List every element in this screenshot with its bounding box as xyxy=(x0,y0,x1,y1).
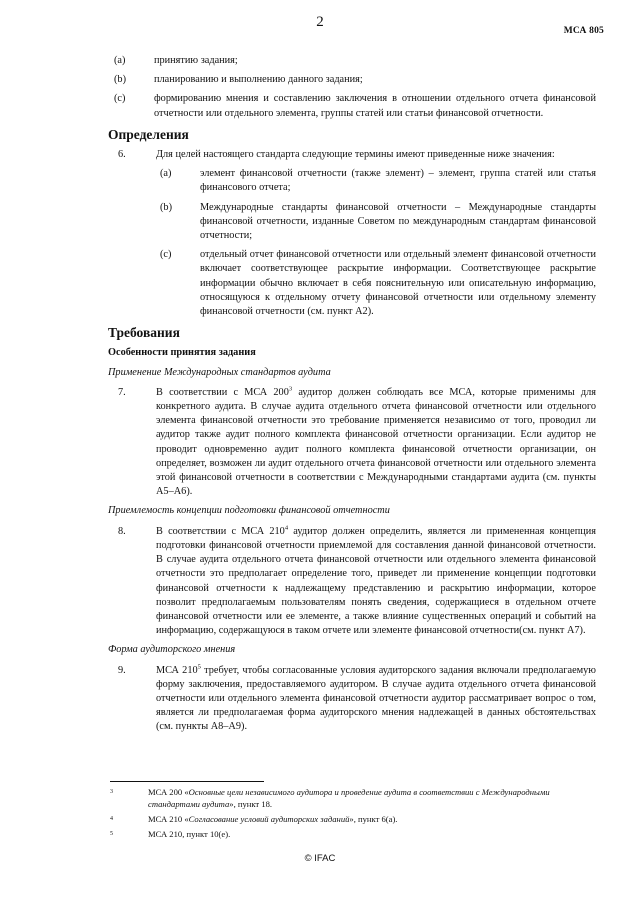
footnote-pre: МСА 210, пункт 10(e). xyxy=(148,829,231,839)
item-text: Международные стандарты финансовой отчетности – Международные стандарты финансовой отчетности, изданные Советом по международным стандартам финансовой отчетности; xyxy=(200,201,596,242)
footnote-post: », пункт 18. xyxy=(229,799,273,809)
section-title-isa: Применение Международных стандартов аудита xyxy=(108,366,331,378)
text-before-footnote: В соответствии с МСА 210 xyxy=(156,525,285,537)
footnotes xyxy=(110,786,596,843)
footnote-title: Основные цели независимого аудитора и проведение аудита в соответствии с Международными стандартами аудита xyxy=(148,787,550,809)
page-number: 2 xyxy=(316,14,324,30)
footnote-divider xyxy=(110,781,264,782)
paragraph-6 xyxy=(110,148,596,162)
definition-item-c xyxy=(156,248,596,319)
paragraph-9 xyxy=(110,664,596,735)
definitions-list xyxy=(156,167,596,319)
footnote-post: », пункт 6(a). xyxy=(349,814,398,824)
footnote-ref: 3 xyxy=(288,385,293,393)
text-before-footnote: В соответствии с МСА 200 xyxy=(156,386,289,398)
text-after-footnote: аудитор должен соблюдать все МСА, которые применимы для конкретного аудита. В случае аудита отдельного отчета финансовой отчетности или отдельного элемента финансовой отчетности это требование применяется независимо от того, проводил ли аудитор также аудит полного комплекта финансовой отчетности организации. Если аудитор не проводит одновременно аудит полного комплекта финансовой отчетности организации, он определяет, возможен ли аудит отдельного отчета финансовой отчетности или отдельного элемента этой финансовой отчетности в соответствии с Международными стандартами аудита (см. пункты A5–A6). xyxy=(156,386,596,498)
paragraph-text xyxy=(156,664,596,735)
paragraph-number: 8. xyxy=(118,525,126,537)
paragraph-7 xyxy=(110,386,596,500)
requirements-subheading: Особенности принятия задания xyxy=(108,347,256,359)
footnote-5 xyxy=(110,828,596,840)
footnote-text xyxy=(148,813,596,825)
requirements-heading: Требования xyxy=(108,325,180,341)
section-title-framework: Приемлемость концепции подготовки финансовой отчетности xyxy=(108,505,390,517)
page-content xyxy=(110,54,596,740)
top-item-b xyxy=(110,73,596,87)
footnote-pre: МСА 210 « xyxy=(148,814,189,824)
paragraph-number: 9. xyxy=(118,664,126,676)
footnote-3 xyxy=(110,786,596,810)
definition-item-a xyxy=(156,167,596,195)
footnote-mark: 5 xyxy=(110,831,113,837)
top-item-c xyxy=(110,92,596,120)
paragraph-text: Для целей настоящего стандарта следующие термины имеют приведенные ниже значения: xyxy=(156,149,555,161)
text-after-footnote: аудитор должен определить, является ли примененная концепция подготовки финансовой отчетности приемлемой для составления данной финансовой отчетности. В случае аудита отдельного отчета финансовой отчетности или отдельного элемента финансовой отчетности это предполагает определение того, приведет ли применение концепции подготовки финансовой отчетности к надлежащему представлению и раскрытию информации, которое позволит предполагаемым пользователям понять сведения, содержащиеся в отдельном отчете финансовой отчетности или ее элементе, а также влияние существенных операций и событий на информацию, содержащуюся в таком отчете или элементе финансовой отчетности(см. пункт A7). xyxy=(156,525,596,637)
paragraph-text xyxy=(156,386,596,500)
paragraph-number: 6. xyxy=(118,149,126,161)
definitions-heading: Определения xyxy=(108,126,189,142)
text-after-footnote: требует, чтобы согласованные условия аудиторского задания включали предполагаемую форму заключения, предоставляемого аудитором. В случае аудита отдельного отчета финансовой отчетности или отдельного элемента финансовой отчетности аудитор рассматривает вопрос о том, является ли предполагаемая форма аудиторского мнения надлежащей в данных обстоятельствах (см. пункты A8–A9). xyxy=(156,664,597,733)
footnote-mark: 3 xyxy=(110,789,113,795)
footnote-title: Согласование условий аудиторских заданий xyxy=(188,814,350,824)
item-label: (b) xyxy=(160,201,173,213)
item-text: принятию задания; xyxy=(154,55,238,66)
paragraph-8 xyxy=(110,525,596,639)
paragraph-number: 7. xyxy=(118,386,126,398)
item-label: (a) xyxy=(160,168,172,180)
item-text: отдельный отчет финансовой отчетности или отдельный элемент финансовой отчетности включает соответствующее раскрытие информации. Соответствующее раскрытие информации обычно включает в себя пояснительную или описательную информацию, относящуюся к отдельному отчету финансовой отчетности или отдельному элементу финансовой отчетности (см. пункт A2). xyxy=(200,249,596,318)
text-before-footnote: МСА 210 xyxy=(156,664,198,676)
footnote-text xyxy=(148,828,596,840)
footnote-mark: 4 xyxy=(110,816,113,822)
top-item-a xyxy=(110,54,596,68)
item-text: элемент финансовой отчетности (также элемент) – элемент, группа статей или статья финансового отчета; xyxy=(200,168,596,194)
item-text: формированию мнения и составлению заключения в отношении отдельного отчета финансовой отчетности или отдельного элемента, группы статей или статьи финансовой отчетности. xyxy=(154,93,596,119)
footnote-pre: МСА 200 « xyxy=(148,787,189,797)
item-label: (a) xyxy=(114,55,126,66)
footnote-text xyxy=(148,786,596,810)
section-title-opinion-form: Форма аудиторского мнения xyxy=(108,644,236,656)
paragraph-text xyxy=(156,525,596,639)
document-code: МСА 805 xyxy=(563,26,604,36)
item-text: планированию и выполнению данного задания; xyxy=(154,74,363,86)
item-label: (c) xyxy=(114,93,126,105)
footnote-4 xyxy=(110,813,596,825)
copyright-footer: © IFAC xyxy=(304,853,336,864)
item-label: (c) xyxy=(160,249,172,261)
item-label: (b) xyxy=(114,74,127,86)
definition-item-b xyxy=(156,201,596,244)
footnote-ref: 4 xyxy=(284,524,289,532)
footnote-ref: 5 xyxy=(197,663,201,671)
